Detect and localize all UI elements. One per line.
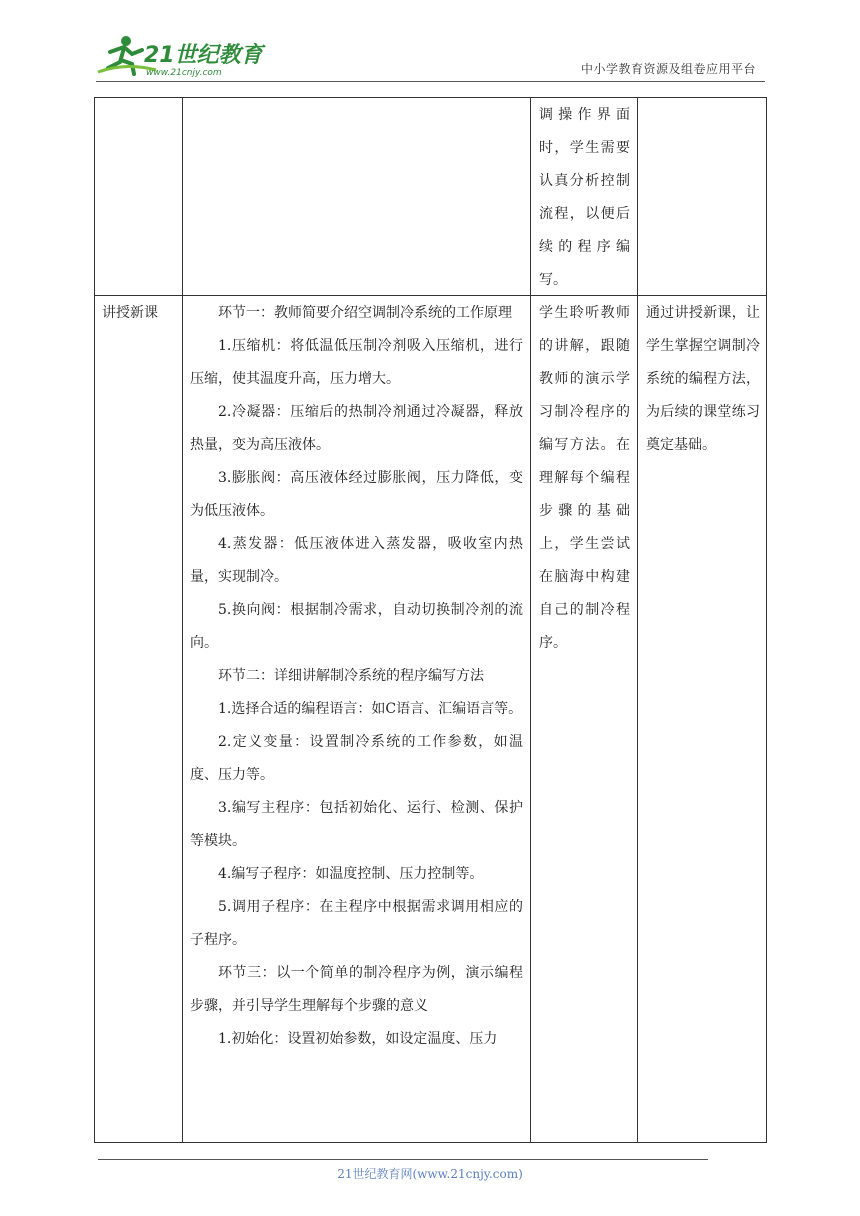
list-item: 1.初始化：设置初始参数，如设定温度、压力 (218, 1031, 498, 1047)
footer-divider (98, 1159, 708, 1160)
list-item: 4.编写子程序：如温度控制、压力控制等。 (218, 866, 484, 882)
list-item: 5.调用子程序：在主程序中根据需求调用相应的子程序。 (190, 899, 523, 948)
list-item: 2.定义变量：设置制冷系统的工作参数，如温度、压力等。 (190, 734, 523, 783)
table-border-left (94, 97, 95, 1143)
design-intent-text: 通过讲授新课，让学生掌握空调制冷系统的编程方法，为后续的课堂练习奠定基础。 (646, 305, 760, 453)
runner-logo-icon (96, 32, 266, 80)
platform-title: 中小学教育资源及组卷应用平台 (580, 62, 756, 76)
site-logo (96, 32, 266, 80)
table-border-bottom (94, 1142, 767, 1143)
list-item: 1.压缩机：将低温低压制冷剂吸入压缩机，进行压缩，使其温度升高，压力增大。 (190, 338, 523, 387)
list-item: 4.蒸发器：低压液体进入蒸发器，吸收室内热量，实现制冷。 (190, 536, 523, 585)
student-activity-cell (539, 99, 630, 297)
footer-link[interactable]: 21世纪教育网(www.21cnjy.com) (337, 1167, 523, 1181)
list-item: 5.换向阀：根据制冷需求，自动切换制冷剂的流向。 (190, 602, 523, 651)
section-heading: 环节三：以一个简单的制冷程序为例，演示编程步骤，并引导学生理解每个步骤的意义 (190, 965, 523, 1014)
stage-label: 讲授新课 (102, 305, 158, 321)
stage-cell (102, 297, 178, 330)
student-activity-text: 调操作界面时，学生需要认真分析控制流程，以便后续的程序编写。 (539, 107, 630, 288)
section-heading: 环节二：详细讲解制冷系统的程序编写方法 (218, 668, 484, 684)
column-divider (182, 97, 183, 1143)
list-item: 2.冷凝器：压缩后的热制冷剂通过冷凝器，释放热量，变为高压液体。 (190, 404, 523, 453)
list-item: 1.选择合适的编程语言：如C语言、汇编语言等。 (218, 701, 523, 717)
column-divider (637, 97, 638, 1143)
student-activity-cell (539, 297, 630, 660)
teacher-activity-cell (190, 297, 523, 1056)
student-activity-text: 学生聆听教师的讲解，跟随教师的演示学习制冷程序的编写方法。在理解每个编程步骤的基础上，学生尝试在脑海中构建自己的制冷程序。 (539, 305, 630, 651)
list-item: 3.膨胀阀：高压液体经过膨胀阀，压力降低，变为低压液体。 (190, 470, 523, 519)
column-divider (530, 97, 531, 1143)
table-border-right (766, 97, 767, 1143)
table-border-top (94, 97, 767, 98)
svg-text:www.21cnjy.com: www.21cnjy.com (146, 68, 222, 78)
section-heading: 环节一：教师简要介绍空调制冷系统的工作原理 (218, 305, 512, 321)
svg-text:21世纪教育: 21世纪教育 (144, 43, 263, 68)
row-divider (94, 295, 767, 296)
lesson-table (94, 97, 767, 1143)
list-item: 3.编写主程序：包括初始化、运行、检测、保护等模块。 (190, 800, 523, 849)
design-intent-cell (646, 297, 760, 462)
header-divider (96, 81, 765, 82)
